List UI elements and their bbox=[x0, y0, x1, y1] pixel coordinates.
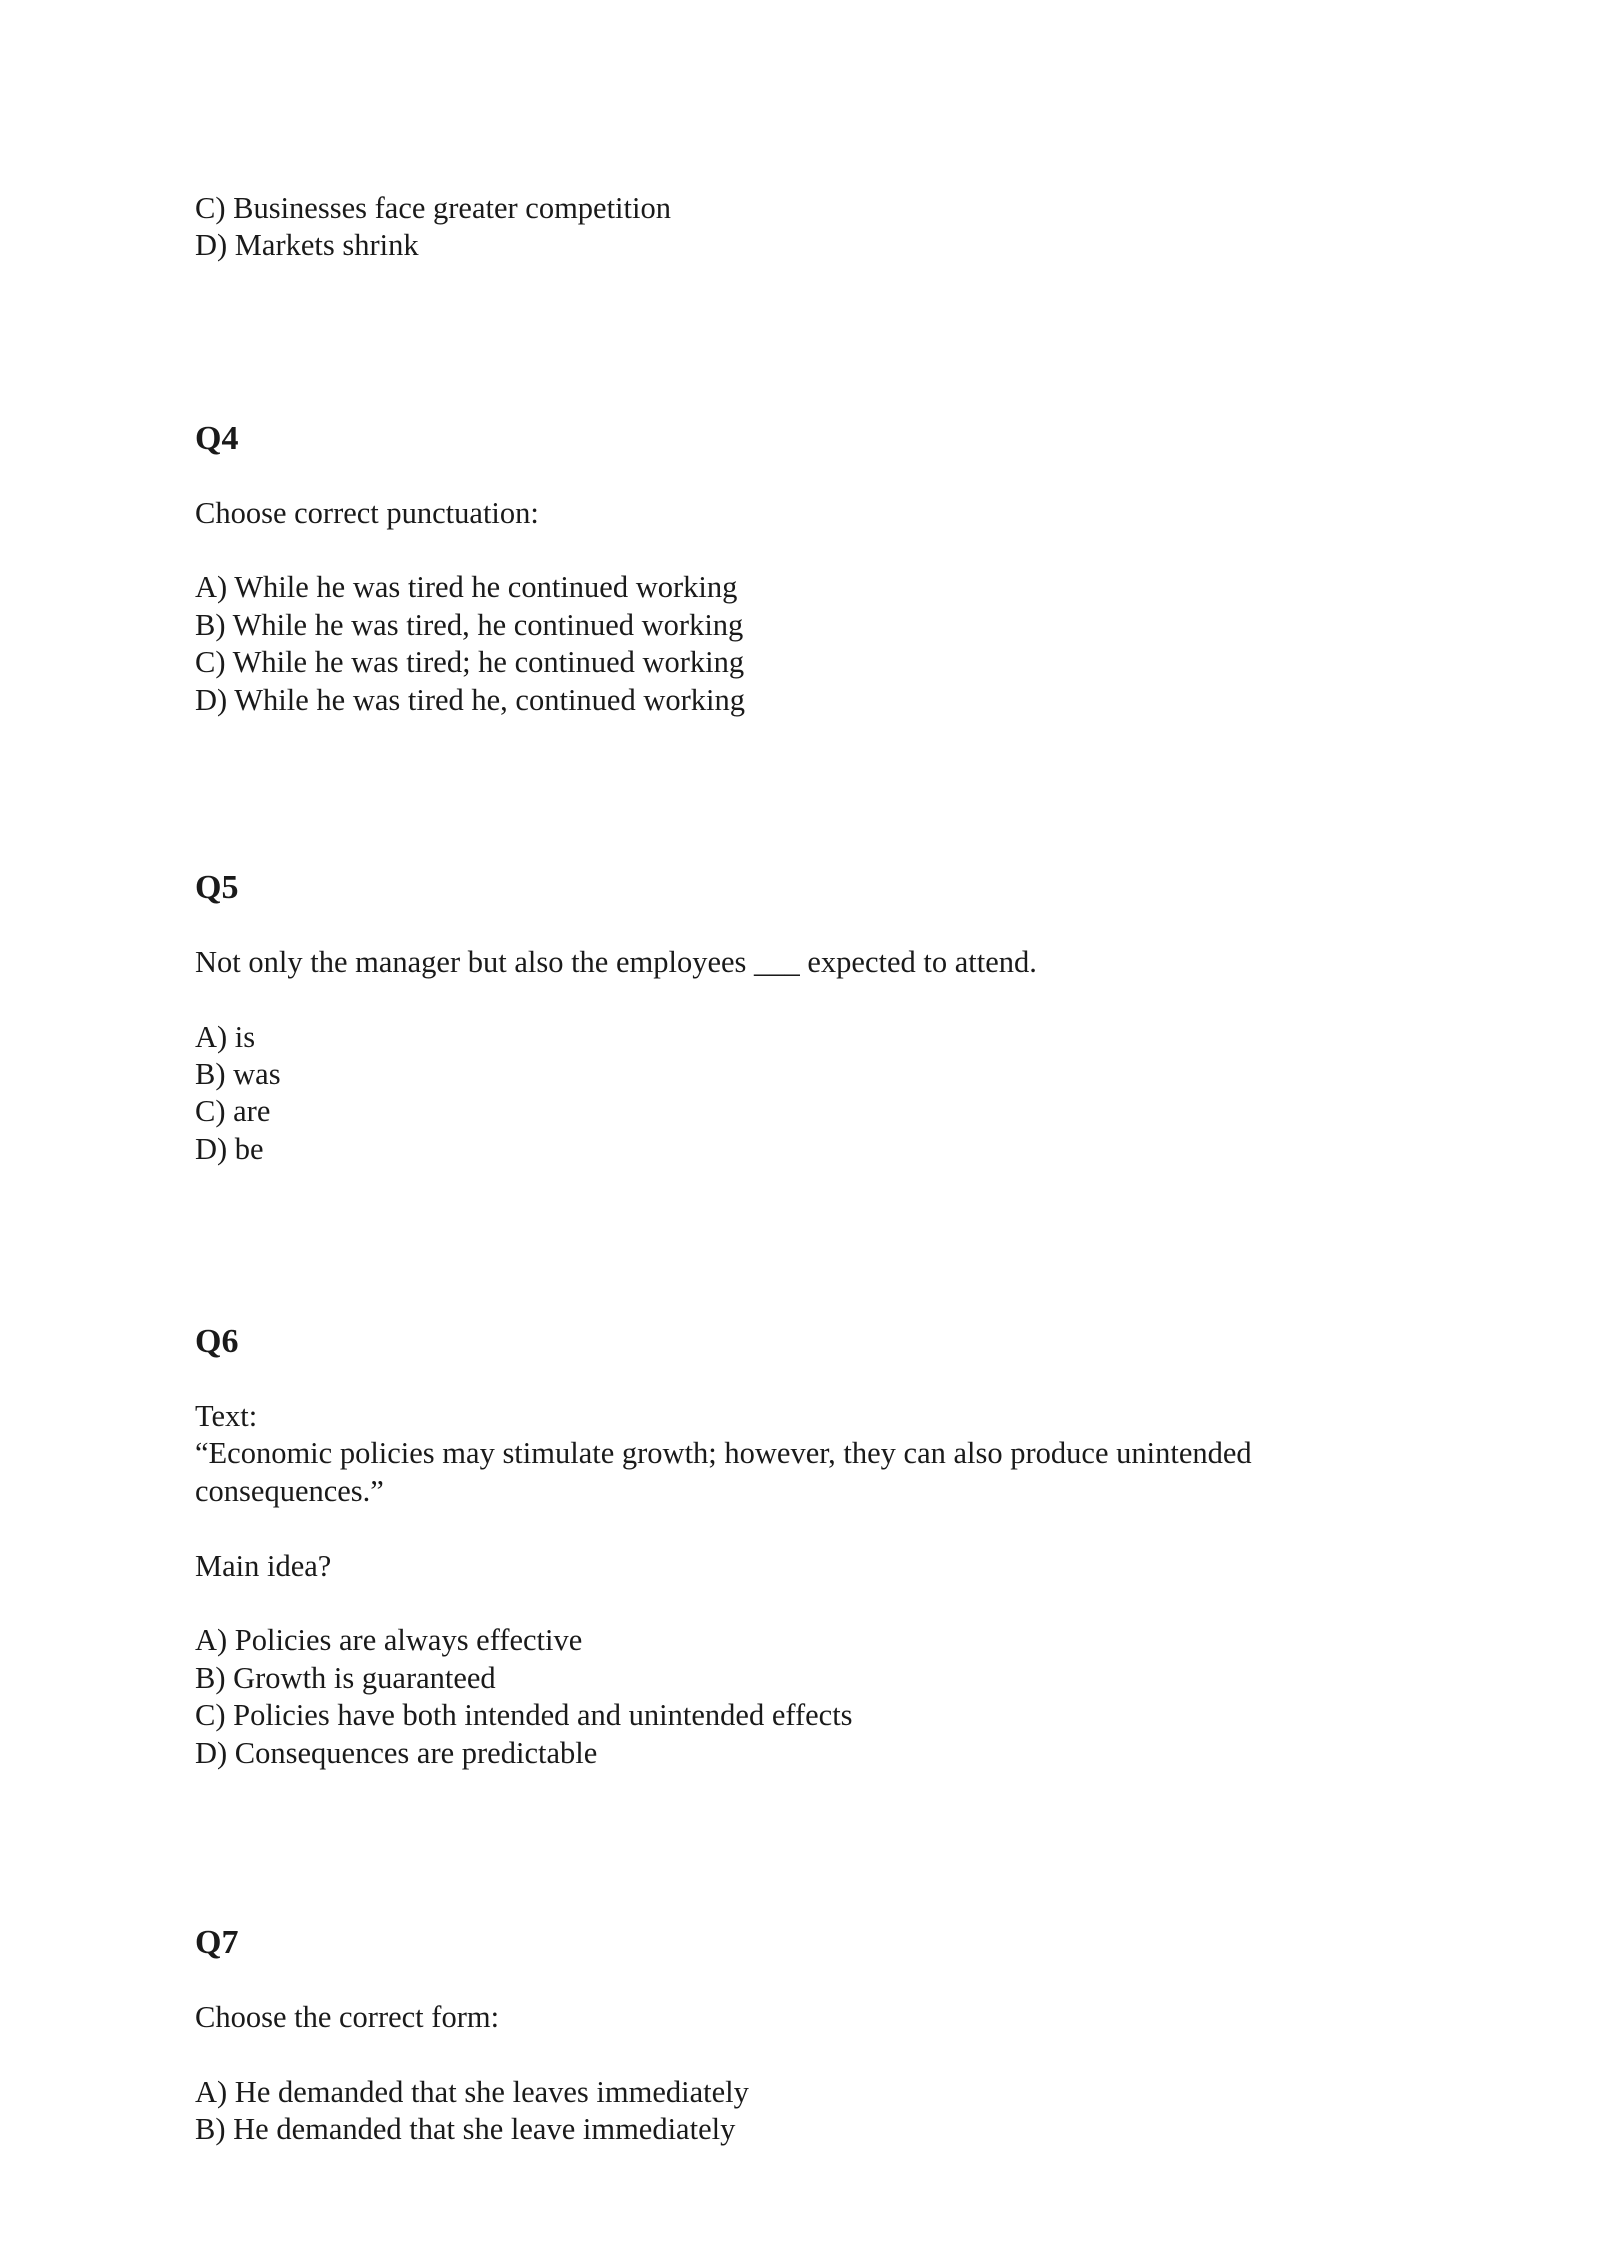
option-b: B) While he was tired, he continued working bbox=[195, 607, 744, 642]
text-label: Text: bbox=[195, 1399, 258, 1434]
option-b: B) He demanded that she leave immediately bbox=[195, 2112, 736, 2147]
question-prompt: Main idea? bbox=[195, 1548, 332, 1583]
question-heading: Q7 bbox=[195, 1924, 239, 1962]
option-d: D) Markets shrink bbox=[195, 228, 419, 263]
option-d: D) Consequences are predictable bbox=[195, 1735, 598, 1770]
quoted-passage: “Economic policies may stimulate growth; however, they can also produce unintended consequences.” bbox=[195, 1436, 1260, 1508]
question-prompt: Choose correct punctuation: bbox=[195, 495, 539, 530]
question-heading: Q5 bbox=[195, 869, 239, 907]
question-heading: Q6 bbox=[195, 1323, 239, 1361]
question-prompt: Choose the correct form: bbox=[195, 1999, 500, 2034]
option-b: B) Growth is guaranteed bbox=[195, 1660, 496, 1695]
question-q6 bbox=[195, 1323, 1425, 1772]
question-q4 bbox=[195, 420, 1425, 719]
question-prompt: Not only the manager but also the employees ___ expected to attend. bbox=[195, 944, 1037, 979]
document-page bbox=[195, 190, 1425, 2148]
previous-question-options bbox=[195, 190, 1425, 265]
option-c: C) Businesses face greater competition bbox=[195, 191, 671, 225]
option-d: D) While he was tired he, continued working bbox=[195, 682, 745, 717]
option-c: C) While he was tired; he continued working bbox=[195, 645, 745, 680]
option-c: C) are bbox=[195, 1094, 271, 1129]
option-a: A) is bbox=[195, 1019, 256, 1054]
question-heading: Q4 bbox=[195, 419, 239, 457]
question-q7 bbox=[195, 1924, 1425, 2148]
question-q5 bbox=[195, 869, 1425, 1168]
option-a: A) While he was tired he continued working bbox=[195, 570, 738, 605]
option-a: A) He demanded that she leaves immediately bbox=[195, 2074, 749, 2109]
option-b: B) was bbox=[195, 1057, 281, 1092]
option-d: D) be bbox=[195, 1131, 264, 1166]
option-c: C) Policies have both intended and unintended effects bbox=[195, 1698, 853, 1733]
option-a: A) Policies are always effective bbox=[195, 1623, 583, 1658]
